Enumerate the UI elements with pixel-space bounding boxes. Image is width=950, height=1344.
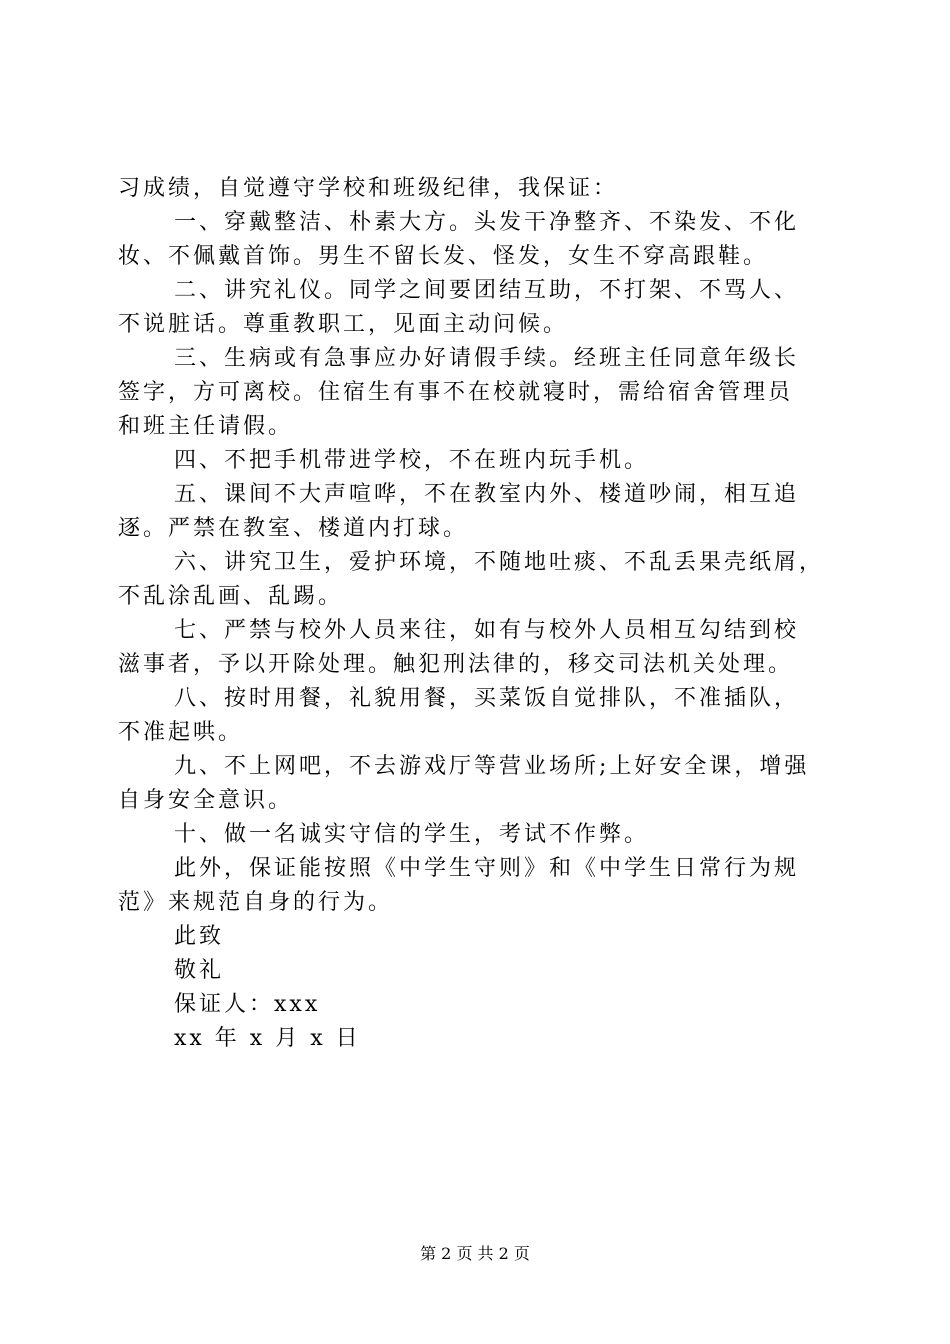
text-line: 和班主任请假。 — [118, 414, 294, 439]
page-footer: 第 2 页 共 2 页 — [420, 1244, 530, 1263]
text-line: 七、严禁与校外人员来往，如有与校外人员相互勾结到校 — [174, 618, 800, 643]
text-line: 敬礼 — [174, 958, 225, 983]
text-line: 十、做一名诚实守信的学生，考试不作弊。 — [174, 822, 650, 847]
text-line: 不说脏话。尊重教职工，见面主动问候。 — [118, 312, 569, 337]
text-line: 五、课间不大声喧哗，不在教室内外、楼道吵闹，相互追 — [174, 482, 800, 507]
text-line: 签字，方可离校。住宿生有事不在校就寝时，需给宿舍管理员 — [118, 380, 794, 405]
text-line: 范》来规范自身的行为。 — [118, 890, 394, 915]
text-line: 保证人：xxx — [174, 992, 321, 1017]
text-line: 四、不把手机带进学校，不在班内玩手机。 — [174, 448, 650, 473]
text-line: 此外，保证能按照《中学生守则》和《中学生日常行为规 — [174, 856, 800, 881]
text-line: 此致 — [174, 924, 225, 949]
text-line: 八、按时用餐，礼貌用餐，买菜饭自觉排队，不准插队， — [174, 686, 800, 711]
text-line: 逐。严禁在教室、楼道内打球。 — [118, 516, 469, 541]
text-line: 不乱涂乱画、乱踢。 — [118, 584, 344, 609]
text-line: 三、生病或有急事应办好请假手续。经班主任同意年级长 — [174, 346, 800, 371]
text-line: 九、不上网吧，不去游戏厅等营业场所;上好安全课，增强 — [174, 754, 810, 779]
text-line: xx 年 x 月 x 日 — [174, 1026, 361, 1051]
text-line: 自身安全意识。 — [118, 788, 294, 813]
text-line: 习成绩，自觉遵守学校和班级纪律，我保证： — [118, 176, 619, 201]
text-line: 滋事者，予以开除处理。触犯刑法律的，移交司法机关处理。 — [118, 652, 794, 677]
text-line: 妆、不佩戴首饰。男生不留长发、怪发，女生不穿高跟鞋。 — [118, 244, 769, 269]
text-line: 一、穿戴整洁、朴素大方。头发干净整齐、不染发、不化 — [174, 210, 800, 235]
text-line: 二、讲究礼仪。同学之间要团结互助，不打架、不骂人、 — [174, 278, 800, 303]
text-line: 不准起哄。 — [118, 720, 244, 745]
document-body — [118, 172, 838, 1056]
text-line: 六、讲究卫生，爱护环境，不随地吐痰、不乱丢果壳纸屑， — [174, 550, 825, 575]
